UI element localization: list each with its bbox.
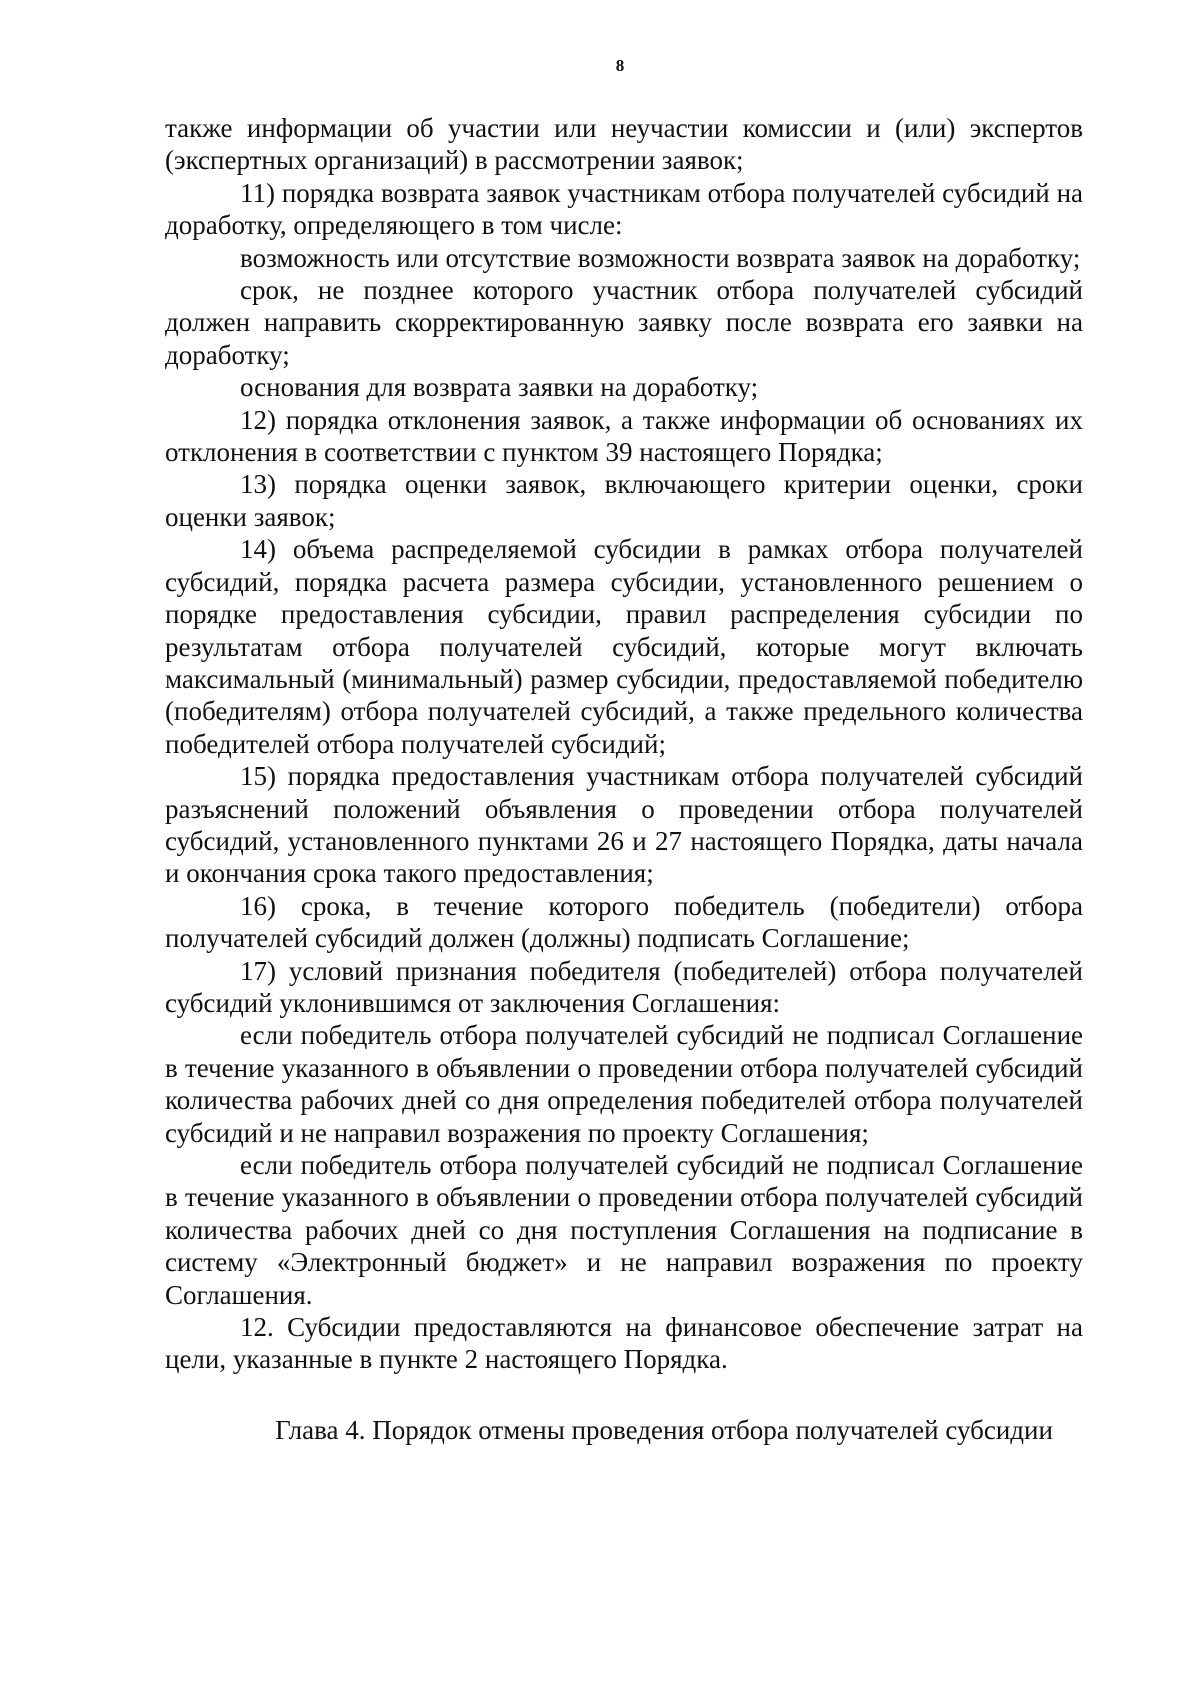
- paragraph: срок, не позднее которого участник отбора получателей субсидий должен направить скорректированную заявку после возврата его заявки на доработку;: [165, 275, 1083, 370]
- paragraph: основания для возврата заявки на доработку;: [240, 372, 759, 403]
- paragraph: 13) порядка оценки заявок, включающего критерии оценки, сроки оценки заявок;: [165, 469, 1083, 532]
- chapter-heading: Глава 4. Порядок отмены проведения отбора получателей субсидии: [275, 1414, 1053, 1445]
- paragraph: 12. Субсидии предоставляются на финансовое обеспечение затрат на цели, указанные в пункте 2 настоящего Порядка.: [165, 1312, 1083, 1375]
- page-number: 8: [615, 56, 625, 75]
- paragraph: 16) срока, в течение которого победитель (победители) отбора получателей субсидий должен (должны) подписать Соглашение;: [165, 890, 1083, 954]
- paragraph: 17) условий признания победителя (победителей) отбора получателей субсидий уклонившимся от заключения Соглашения:: [165, 955, 1083, 1018]
- paragraph: если победитель отбора получателей субсидий не подписал Соглашение в течение указанного в объявлении о проведении отбора получателей субсидий количества рабочих дней со дня определения победителей отбора получателей субсидий и не направил возражения по проекту Соглашения;: [165, 1020, 1083, 1148]
- paragraph: 14) объема распределяемой субсидии в рамках отбора получателей субсидий, порядка расчета размера субсидии, установленного решением о порядке предоставления субсидии, правил распределения субсидии по результатам отбора получателей субсидий, которые могут включать максимальный (минимальный) размер субсидии, предоставляемой победителю (победителям) отбора получателей субсидий, а также предельного количества победителей отбора получателей субсидий;: [165, 534, 1083, 759]
- paragraph: если победитель отбора получателей субсидий не подписал Соглашение в течение указанного в объявлении о проведении отбора получателей субсидий количества рабочих дней со дня поступления Соглашения на подписание в систему «Электронный бюджет» и не направил возражения по проекту Соглашения.: [165, 1150, 1083, 1310]
- paragraph: также информации об участии или неучастии комиссии и (или) экспертов (экспертных организаций) в рассмотрении заявок;: [165, 113, 1083, 176]
- document-body: [165, 112, 1083, 1446]
- paragraph: 11) порядка возврата заявок участникам отбора получателей субсидий на доработку, определяющего в том числе:: [165, 177, 1083, 241]
- paragraph: 12) порядка отклонения заявок, а также информации об основаниях их отклонения в соответствии с пунктом 39 настоящего Порядка;: [165, 404, 1083, 468]
- paragraph: возможность или отсутствие возможности возврата заявок на доработку;: [240, 242, 1081, 273]
- paragraph: 15) порядка предоставления участникам отбора получателей субсидий разъяснений положений объявления о проведении отбора получателей субсидий, установленного пунктами 26 и 27 настоящего Порядка, даты начала и окончания срока такого предоставления;: [165, 761, 1083, 889]
